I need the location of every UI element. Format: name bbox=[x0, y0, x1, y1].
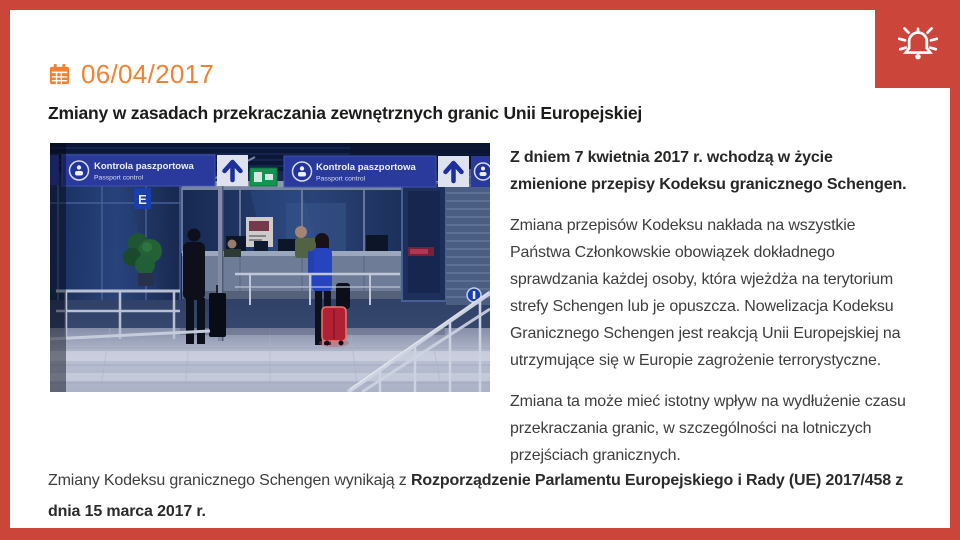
article-title: Zmiany w zasadach przekraczania zewnętrznych granic Unii Europejskiej bbox=[48, 103, 643, 123]
article-paragraph: Zmiana ta może mieć istotny wpływ na wydłużenie czasu przekraczania granic, w szczególności na lotniczych przejściach granicznych. bbox=[510, 393, 906, 464]
bell-clapper bbox=[915, 54, 920, 59]
svg-text:E: E bbox=[138, 192, 147, 207]
article-lead: Z dniem 7 kwietnia 2017 r. wchodzą w życie zmienione przepisy Kodeksu granicznego Schengen. bbox=[510, 149, 907, 193]
passport-control-scene bbox=[50, 143, 490, 392]
alarm-bell-icon bbox=[893, 19, 943, 69]
legal-basis-intro: Zmiany Kodeksu granicznego Schengen wynikają z bbox=[48, 472, 411, 489]
article-date-row bbox=[48, 59, 214, 90]
svg-text:Kontrola paszportowa: Kontrola paszportowa bbox=[316, 162, 416, 173]
svg-text:Passport control: Passport control bbox=[94, 174, 144, 182]
legal-basis-note bbox=[48, 465, 930, 527]
article-paragraph: Zmiana przepisów Kodeksu nakłada na wszystkie Państwa Członkowskie obowiązek dokładnego sprawdzania każdej osoby, która wjeżdża na terytorium strefy Schengen lub je opuszcza. Nowelizacja Kodeksu Granicznego Schengen jest reakcją Unii Europejskiej na utrzymujące się w Europie zagrożenie terrorystyczne. bbox=[510, 217, 901, 369]
alert-bell-button[interactable] bbox=[875, 0, 960, 88]
article-body bbox=[510, 144, 910, 483]
article-date: 06/04/2017 bbox=[81, 59, 215, 89]
svg-text:Kontrola paszportowa: Kontrola paszportowa bbox=[94, 161, 194, 172]
legal-basis-regulation: Rozporządzenie Parlamentu Europejskiego i Rady (UE) 2017/458 z dnia 15 marca 2017 r. bbox=[48, 472, 904, 520]
passport-control-photo bbox=[50, 143, 490, 392]
svg-text:Passport control: Passport control bbox=[316, 175, 366, 183]
calendar-icon bbox=[48, 63, 71, 86]
